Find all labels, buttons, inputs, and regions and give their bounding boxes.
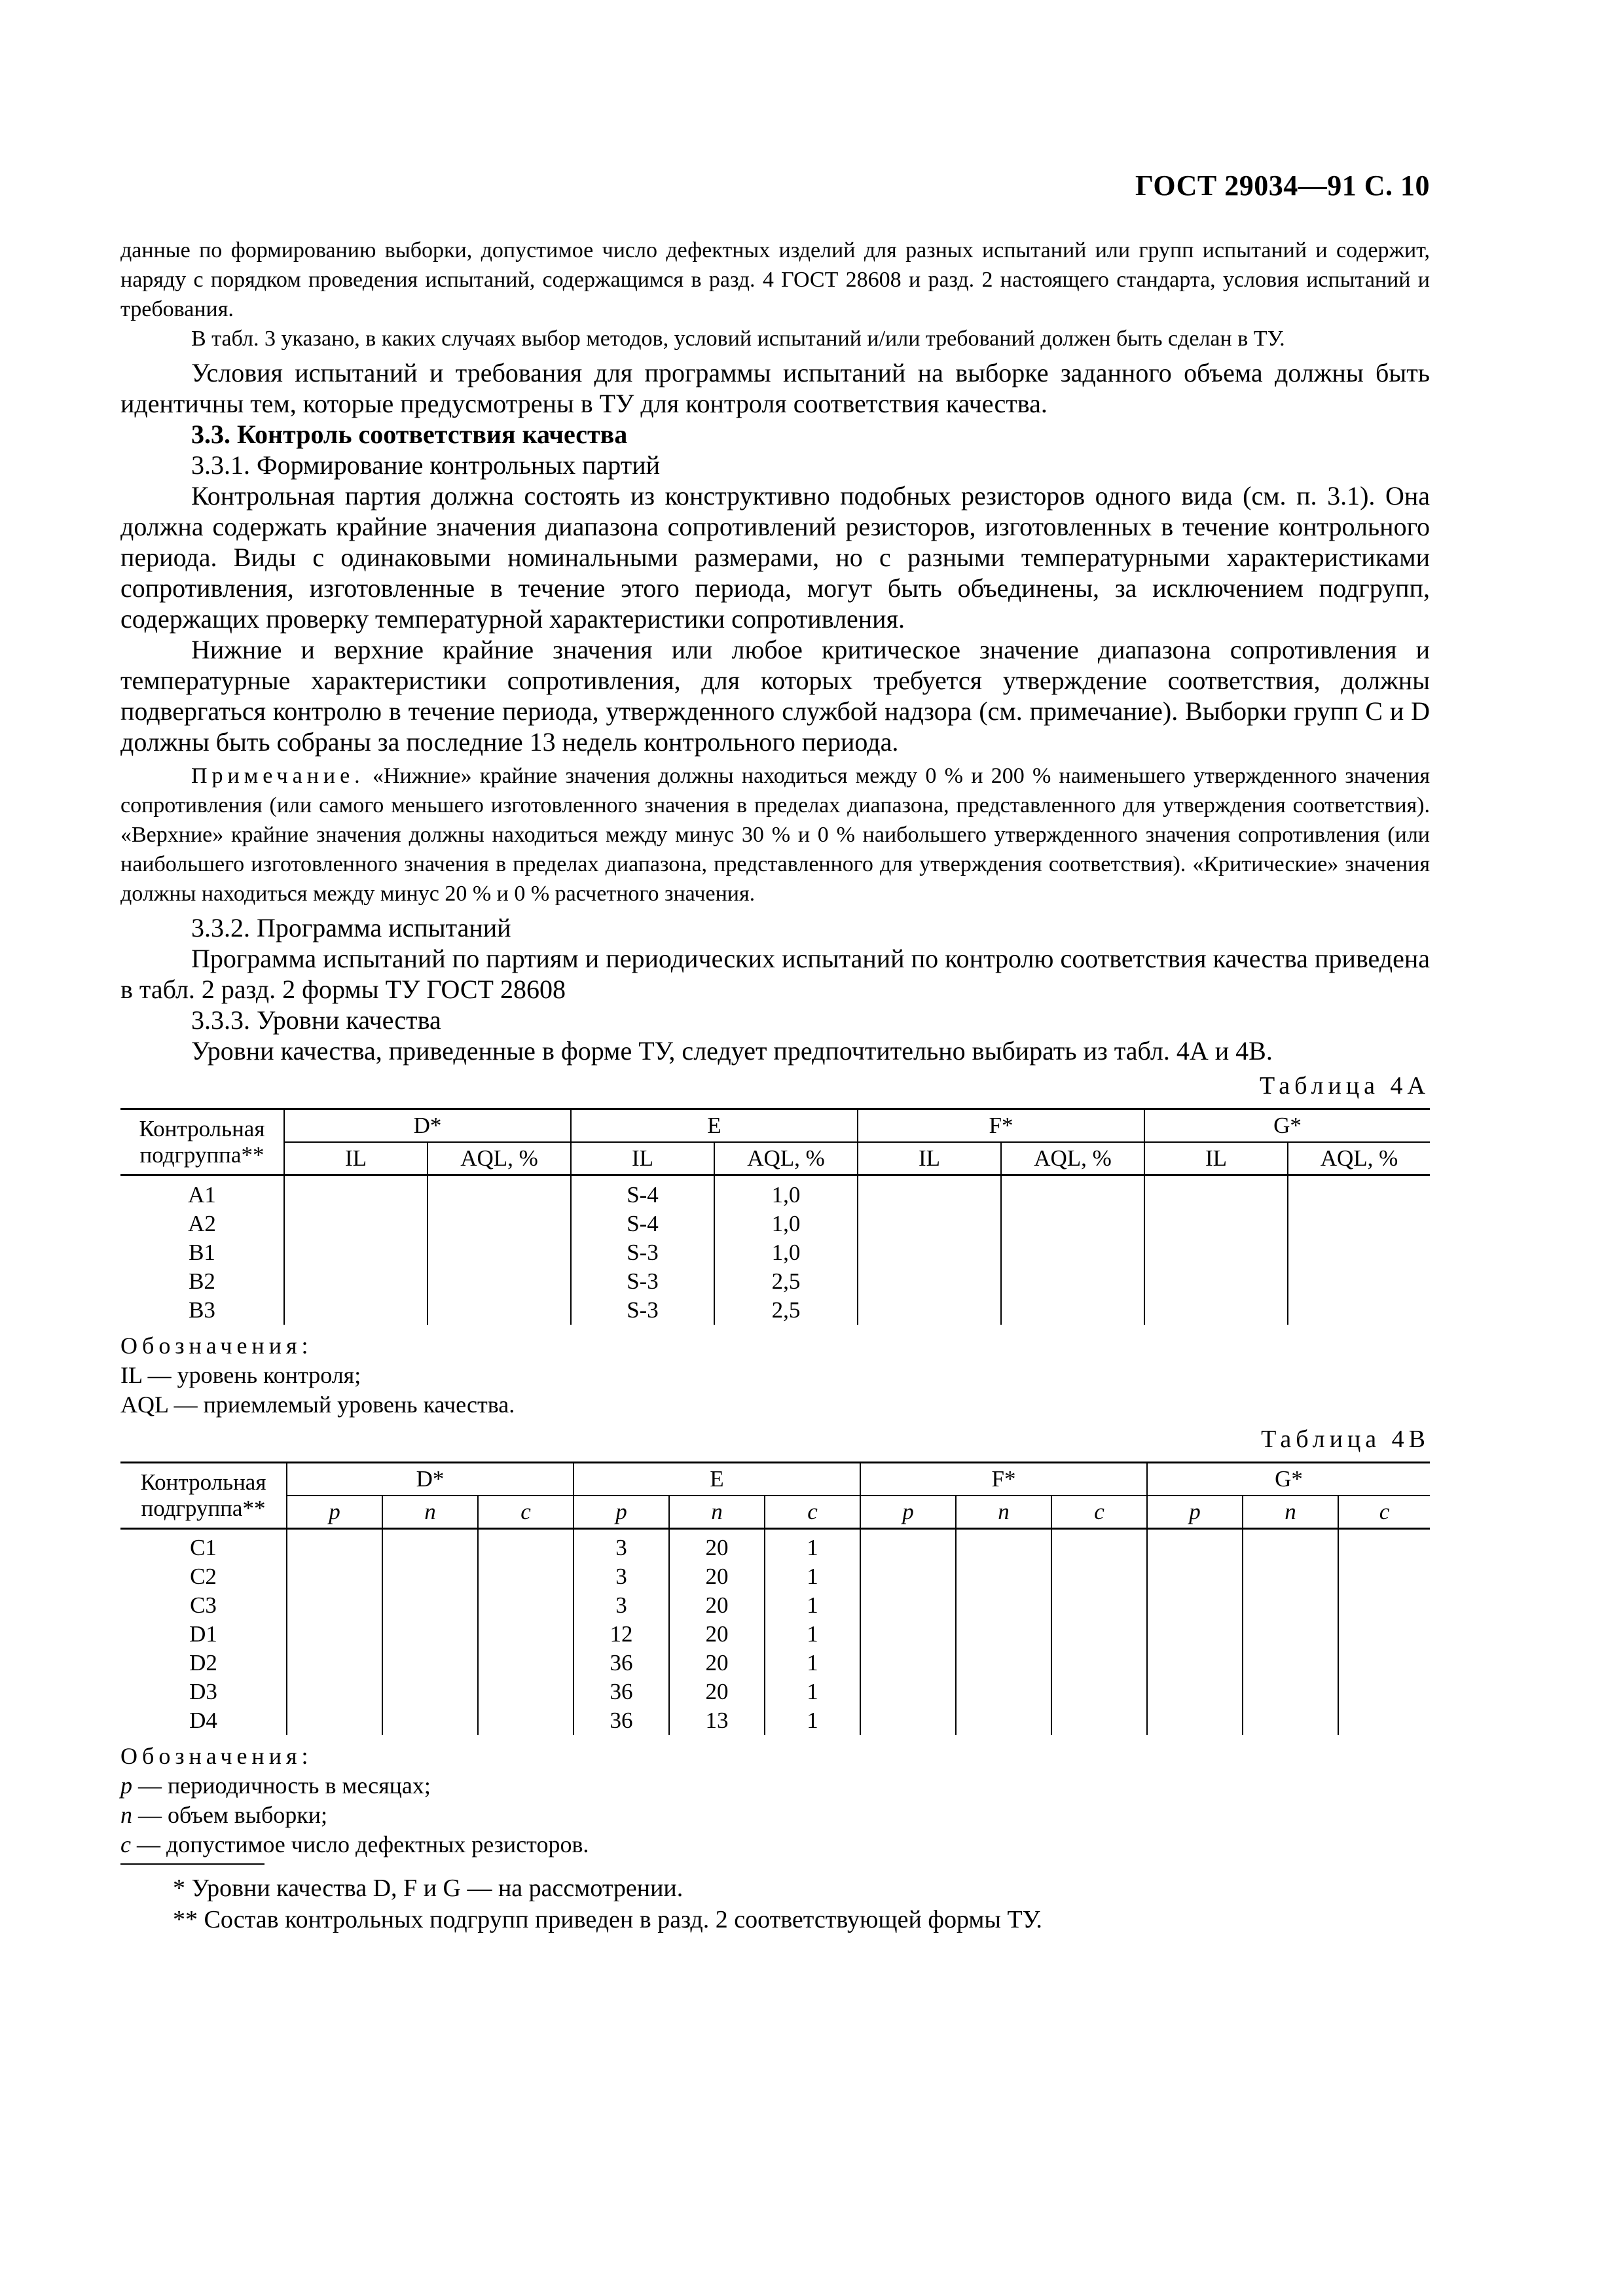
table-4b (120, 1462, 1430, 1736)
table-row: C3 3 20 1 (120, 1591, 1430, 1620)
table-4a-caption: Таблица 4А (1260, 1072, 1430, 1100)
group-header: G* (1147, 1462, 1430, 1496)
section-heading: 3.3. Контроль соответствия качества (191, 420, 628, 449)
group-header: F* (858, 1109, 1144, 1143)
section-heading: 3.3.1. Формирование контрольных партий (191, 450, 661, 480)
sub-header: n (1243, 1496, 1338, 1529)
page-header: ГОСТ 29034—91 С. 10 (1135, 170, 1430, 202)
legend-item: IL — уровень контроля; (120, 1361, 361, 1388)
paragraph: Условия испытаний и требования для программы испытаний на выборке заданного объема должны быть идентичны тем, которые предусмотрены в ТУ для контроля соответствия качества. (120, 358, 1430, 418)
sub-header: p (574, 1496, 669, 1529)
sub-header: n (382, 1496, 478, 1529)
note-label: Примечание. (191, 764, 365, 788)
sub-header: c (765, 1496, 860, 1529)
sub-header: n (956, 1496, 1051, 1529)
sub-header: p (860, 1496, 956, 1529)
paragraph: В табл. 3 указано, в каких случаях выбор методов, условий испытаний и/или требований должен быть сделан в ТУ. (191, 327, 1285, 351)
section-heading: 3.3.3. Уровни качества (191, 1005, 441, 1035)
sub-header: IL (858, 1142, 1001, 1175)
group-header: E (574, 1462, 860, 1496)
sub-header: AQL, % (1288, 1142, 1430, 1175)
group-header: G* (1144, 1109, 1430, 1143)
sub-header: c (1338, 1496, 1430, 1529)
table-row: D3 36 20 1 (120, 1677, 1430, 1706)
table-4a-legend (120, 1331, 1430, 1420)
table-corner: Контрольная подгруппа** (120, 1109, 284, 1175)
table-row: D1 12 20 1 (120, 1620, 1430, 1649)
sub-header: AQL, % (1001, 1142, 1144, 1175)
legend-item: AQL — приемлемый уровень качества. (120, 1391, 515, 1418)
table-row: A1 S-4 1,0 (120, 1181, 1430, 1210)
sub-header: IL (1144, 1142, 1288, 1175)
section-heading: 3.3.2. Программа испытаний (191, 913, 511, 942)
sub-header: IL (284, 1142, 428, 1175)
table-4a (120, 1108, 1430, 1325)
note (120, 761, 1430, 908)
sub-header: n (669, 1496, 765, 1529)
table-4b-legend (120, 1742, 1430, 1859)
page-body (120, 236, 1430, 1935)
legend-title: Обозначения: (120, 1332, 313, 1359)
table-row: D2 36 20 1 (120, 1649, 1430, 1677)
paragraph: Нижние и верхние крайние значения или любое критическое значение диапазона сопротивления и температурные характеристики сопротивления, для которых требуется утверждение соответствия, должны подвергаться контролю в течение периода, утвержденного службой надзора (см. примечание). Выборки групп C и D должны быть собраны за последние 13 недель контрольного периода. (120, 635, 1430, 757)
footnote: ** Состав контрольных подгрупп приведен в разд. 2 соответствующей формы ТУ. (173, 1906, 1042, 1933)
sub-header: AQL, % (428, 1142, 571, 1175)
legend-title: Обозначения: (120, 1743, 313, 1769)
legend-item: n — объем выборки; (120, 1802, 328, 1828)
sub-header: IL (571, 1142, 714, 1175)
note-text: «Нижние» крайние значения должны находиться между 0 % и 200 % наименьшего утвержденного значения сопротивления (или самого меньшего изготовленного значения в пределах диапазона, представленного для утверждения соответствия). «Верхние» крайние значения должны находиться между минус 30 % и 0 % наибольшего утвержденного значения сопротивления (или наибольшего изготовленного значения в пределах диапазона, представленного для утверждения соответствия). «Критические» значения должны находиться между минус 20 % и 0 % расчетного значения. (120, 764, 1430, 906)
table-row: D4 36 13 1 (120, 1706, 1430, 1735)
legend-item: p — периодичность в месяцах; (120, 1772, 431, 1799)
table-row: B1 S-3 1,0 (120, 1238, 1430, 1267)
table-4b-caption: Таблица 4В (1261, 1425, 1430, 1453)
footnote-divider (120, 1863, 264, 1865)
sub-header: p (1147, 1496, 1243, 1529)
table-row: B2 S-3 2,5 (120, 1267, 1430, 1296)
group-header: D* (287, 1462, 574, 1496)
legend-item: c — допустимое число дефектных резисторов. (120, 1831, 589, 1857)
group-header: F* (860, 1462, 1147, 1496)
table-row: B3 S-3 2,5 (120, 1296, 1430, 1325)
table-row: C1 3 20 1 (120, 1534, 1430, 1562)
group-header: E (571, 1109, 858, 1143)
sub-header: c (478, 1496, 574, 1529)
paragraph: данные по формированию выборки, допустимое число дефектных изделий для разных испытаний или групп испытаний и содержит, наряду с порядком проведения испытаний, содержащимся в разд. 4 ГОСТ 28608 и разд. 2 настоящего стандарта, условия испытаний и требования. (120, 238, 1430, 321)
group-header: D* (284, 1109, 571, 1143)
paragraph: Контрольная партия должна состоять из конструктивно подобных резисторов одного вида (см. п. 3.1). Она должна содержать крайние значения диапазона сопротивлений резисторов, изготовленных в течение контрольного периода. Виды с одинаковыми номинальными размерами, но с разными температурными характеристиками сопротивления, изготовленные в течение этого периода, могут быть объединены, за исключением подгрупп, содержащих проверку температурной характеристики сопротивления. (120, 481, 1430, 634)
table-row: A2 S-4 1,0 (120, 1210, 1430, 1238)
sub-header: AQL, % (714, 1142, 858, 1175)
table-corner: Контрольная подгруппа** (120, 1462, 287, 1528)
paragraph: Программа испытаний по партиям и периодических испытаний по контролю соответствия качества приведена в табл. 2 разд. 2 формы ТУ ГОСТ 28608 (120, 944, 1430, 1004)
sub-header: c (1051, 1496, 1147, 1529)
table-row: C2 3 20 1 (120, 1562, 1430, 1591)
footnote: * Уровни качества D, F и G — на рассмотрении. (173, 1874, 684, 1902)
sub-header: p (287, 1496, 382, 1529)
paragraph: Уровни качества, приведенные в форме ТУ, следует предпочтительно выбирать из табл. 4А и 4В. (191, 1036, 1273, 1066)
